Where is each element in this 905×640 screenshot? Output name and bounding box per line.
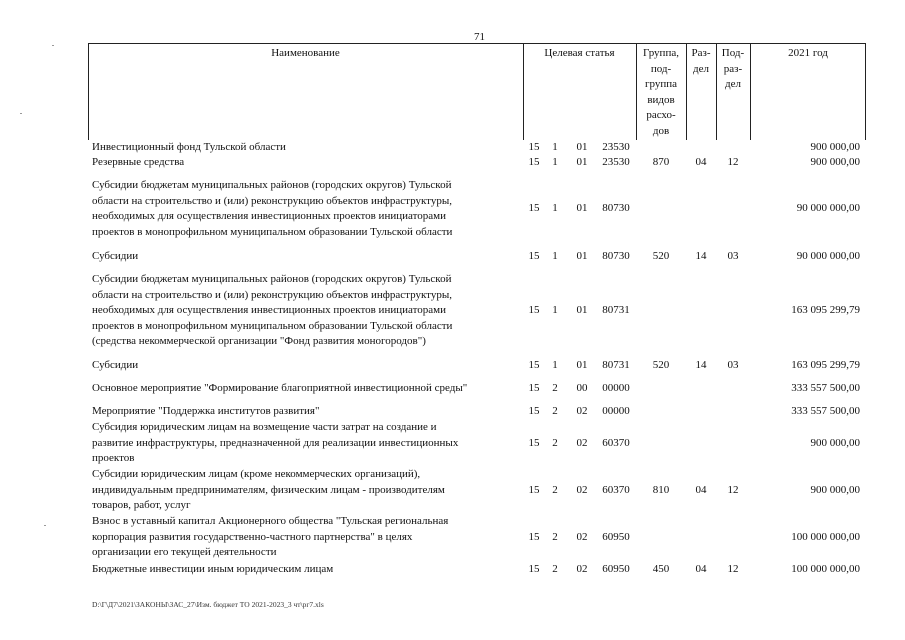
row-name: Инвестиционный фонд Тульской области [92, 141, 286, 153]
scan-speck [20, 113, 22, 114]
code-direction: 60370 [602, 437, 630, 449]
code-event: 02 [576, 531, 588, 543]
row-name: Мероприятие "Поддержка институтов развития" [92, 405, 320, 417]
amount-2021: 900 000,00 [810, 437, 860, 449]
page-number: 71 [474, 31, 485, 43]
amount-2021: 100 000 000,00 [791, 531, 860, 543]
code-direction: 60950 [602, 531, 630, 543]
row-name: Резервные средства [92, 156, 185, 168]
code-event: 01 [576, 359, 588, 371]
subsection: 12 [727, 563, 739, 575]
subsection: 12 [727, 156, 739, 168]
section: 04 [695, 484, 707, 496]
amount-2021: 900 000,00 [810, 156, 860, 168]
scan-speck [52, 45, 54, 46]
header-year: 2021 год [788, 47, 828, 59]
amount-2021: 90 000 000,00 [796, 250, 860, 262]
code-direction: 00000 [602, 382, 630, 394]
amount-2021: 163 095 299,79 [791, 304, 860, 316]
header-group: Группа, под- группа видов расхо- дов [643, 47, 679, 137]
code-direction: 80731 [602, 359, 630, 371]
row-name: Взнос в уставный капитал Акционерного общества "Тульская региональная корпорация развития государственно-частного партнерства" в целях организации его текущей деятельности [92, 515, 449, 558]
amount-2021: 900 000,00 [810, 484, 860, 496]
code-event: 02 [576, 437, 588, 449]
amount-2021: 333 557 500,00 [791, 382, 860, 394]
section: 14 [695, 359, 707, 371]
expense-group: 520 [652, 359, 670, 371]
code-event: 01 [576, 304, 588, 316]
code-event: 01 [576, 141, 588, 153]
code-subprogram: 2 [552, 437, 558, 449]
code-event: 02 [576, 405, 588, 417]
code-program: 15 [528, 156, 540, 168]
row-name: Бюджетные инвестиции иным юридическим лицам [92, 563, 334, 575]
code-subprogram: 1 [552, 141, 558, 153]
scan-speck [44, 525, 46, 526]
code-direction: 60950 [602, 563, 630, 575]
section: 04 [695, 563, 707, 575]
header-subsection: Под- раз- дел [721, 47, 745, 90]
amount-2021: 163 095 299,79 [791, 359, 860, 371]
amount-2021: 90 000 000,00 [796, 202, 860, 214]
code-event: 01 [576, 250, 588, 262]
code-direction: 80731 [602, 304, 630, 316]
code-subprogram: 1 [552, 156, 558, 168]
code-subprogram: 1 [552, 359, 558, 371]
subsection: 12 [727, 484, 739, 496]
row-name: Субсидии [92, 359, 139, 371]
amount-2021: 333 557 500,00 [791, 405, 860, 417]
code-program: 15 [528, 359, 540, 371]
code-event: 02 [576, 563, 588, 575]
subsection: 03 [727, 250, 739, 262]
expense-group: 870 [652, 156, 670, 168]
code-event: 02 [576, 484, 588, 496]
section: 14 [695, 250, 707, 262]
expense-group: 520 [652, 250, 670, 262]
row-name: Субсидия юридическим лицам на возмещение части затрат на создание и развитие инфраструктуры, предназначенной для реализации инвестиционных проектов [92, 421, 459, 464]
code-direction: 23530 [602, 156, 630, 168]
code-subprogram: 2 [552, 531, 558, 543]
section: 04 [695, 156, 707, 168]
code-direction: 00000 [602, 405, 630, 417]
expense-group: 810 [652, 484, 670, 496]
code-program: 15 [528, 250, 540, 262]
code-subprogram: 2 [552, 405, 558, 417]
header-section: Раз- дел [691, 47, 711, 75]
footer-file-path: D:\Г\Д7\2021\ЗАКОНЫ\ЗАС_27\Изм. бюджет ТО 2021-2023_3 чт\рг7.xls [92, 600, 324, 609]
header-name: Наименование [271, 47, 340, 59]
code-program: 15 [528, 484, 540, 496]
row-name: Субсидии бюджетам муниципальных районов (городских округов) Тульской области на строительство и (или) реконструкцию объектов инфраструктуры, необходимых для осуществления инвестиционных проектов инициаторами проектов в монопрофильном муниципальном образовании Тульской области [92, 179, 453, 238]
code-direction: 60370 [602, 484, 630, 496]
code-subprogram: 2 [552, 382, 558, 394]
code-program: 15 [528, 202, 540, 214]
code-program: 15 [528, 437, 540, 449]
row-name: Основное мероприятие "Формирование благоприятной инвестиционной среды" [92, 382, 468, 394]
code-direction: 23530 [602, 141, 630, 153]
code-program: 15 [528, 405, 540, 417]
code-subprogram: 2 [552, 484, 558, 496]
code-program: 15 [528, 531, 540, 543]
code-direction: 80730 [602, 202, 630, 214]
code-event: 01 [576, 202, 588, 214]
subsection: 03 [727, 359, 739, 371]
code-program: 15 [528, 563, 540, 575]
code-event: 01 [576, 156, 588, 168]
row-name: Субсидии юридическим лицам (кроме некоммерческих организаций), индивидуальным предпринимателям, физическим лицам - производителям товаров, работ, услуг [92, 468, 445, 511]
code-direction: 80730 [602, 250, 630, 262]
amount-2021: 100 000 000,00 [791, 563, 860, 575]
header-target: Целевая статья [544, 47, 615, 59]
amount-2021: 900 000,00 [810, 141, 860, 153]
code-subprogram: 2 [552, 563, 558, 575]
code-subprogram: 1 [552, 202, 558, 214]
row-name: Субсидии [92, 250, 139, 262]
code-event: 00 [576, 382, 588, 394]
expense-group: 450 [652, 563, 670, 575]
code-program: 15 [528, 304, 540, 316]
code-subprogram: 1 [552, 250, 558, 262]
code-program: 15 [528, 382, 540, 394]
code-subprogram: 1 [552, 304, 558, 316]
code-program: 15 [528, 141, 540, 153]
row-name: Субсидии бюджетам муниципальных районов (городских округов) Тульской области на строительство и (или) реконструкцию объектов инфраструктуры, необходимых для осуществления инвестиционных проектов инициаторами проектов в монопрофильном муниципальном образовании Тульской области (средства некоммерческой организации "Фонд развития моногородов") [92, 273, 453, 347]
